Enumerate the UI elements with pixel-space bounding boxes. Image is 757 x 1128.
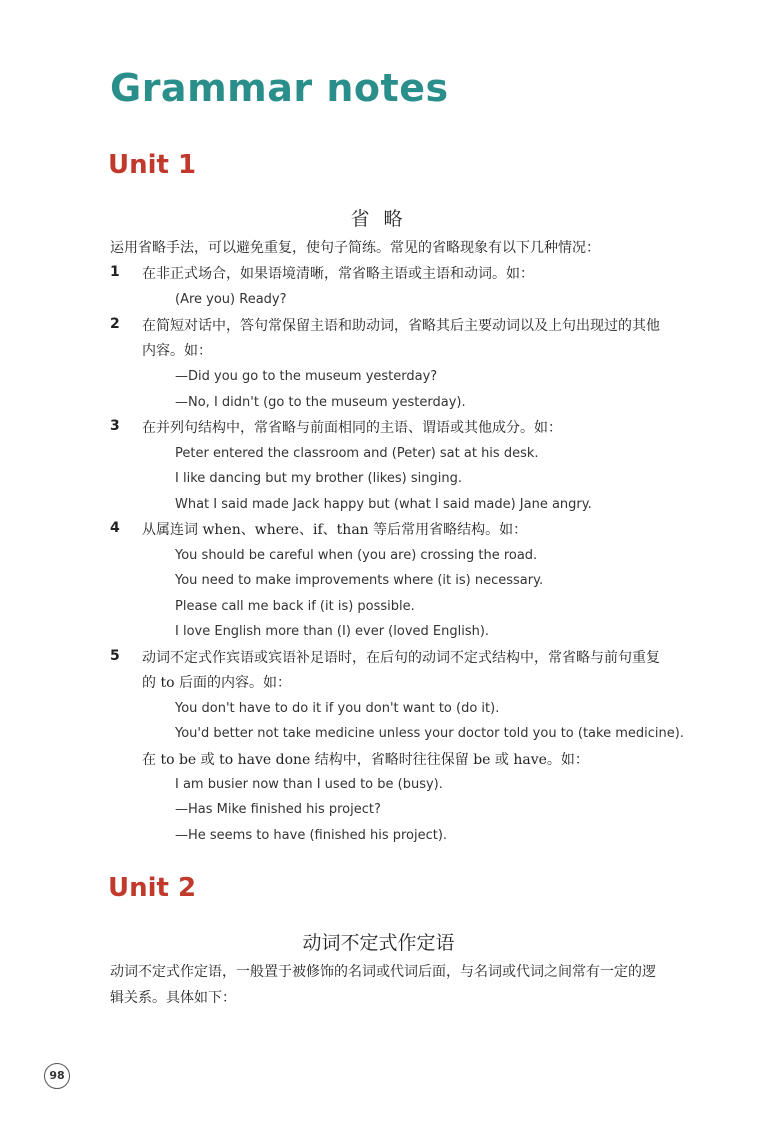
example-sentence: You need to make improvements where (it is) necessary. bbox=[175, 573, 544, 588]
example-sentence: You should be careful when (you are) crossing the road. bbox=[175, 548, 538, 563]
section-title-infinitive: 动词不定式作定语 bbox=[302, 932, 455, 954]
example-sentence: I love English more than (I) ever (loved English). bbox=[175, 624, 490, 639]
item-text-continued: 内容。如： bbox=[142, 343, 212, 359]
item-text: 从属连词 when、where、if、than 等后常用省略结构。如： bbox=[142, 522, 528, 538]
item-number: 1 bbox=[110, 264, 120, 280]
example-sentence: You don't have to do it if you don't want to (do it). bbox=[175, 701, 500, 716]
example-sentence: —Has Mike finished his project? bbox=[175, 802, 381, 817]
item-text-continued: 的 to 后面的内容。如： bbox=[142, 675, 291, 691]
item-text: 在非正式场合，如果语境清晰，常省略主语或主语和动词。如： bbox=[142, 266, 534, 282]
item-number: 4 bbox=[110, 520, 120, 536]
example-sentence: Peter entered the classroom and (Peter) sat at his desk. bbox=[175, 446, 539, 461]
example-sentence: You'd better not take medicine unless your doctor told you to (take medicine). bbox=[175, 726, 684, 741]
item-note: 在 to be 或 to have done 结构中，省略时往往保留 be 或 have。如： bbox=[142, 752, 589, 768]
item-text: 在简短对话中，答句常保留主语和助动词，省略其后主要动词以及上句出现过的其他 bbox=[142, 318, 660, 334]
example-sentence: —No, I didn't (go to the museum yesterday). bbox=[175, 395, 466, 410]
example-sentence: —He seems to have (finished his project). bbox=[175, 828, 448, 843]
example-sentence: Please call me back if (it is) possible. bbox=[175, 599, 415, 614]
unit-2-intro-continued: 辑关系。具体如下： bbox=[110, 990, 236, 1006]
example-sentence: I like dancing but my brother (likes) singing. bbox=[175, 471, 462, 486]
unit-1-intro: 运用省略手法，可以避免重复，使句子简练。常见的省略现象有以下几种情况： bbox=[110, 240, 600, 256]
unit-1-heading: Unit 1 bbox=[108, 150, 197, 180]
unit-2-intro: 动词不定式作定语，一般置于被修饰的名词或代词后面，与名词或代词之间常有一定的逻 bbox=[110, 964, 656, 980]
example-sentence: What I said made Jack happy but (what I said made) Jane angry. bbox=[175, 497, 592, 512]
item-number: 5 bbox=[110, 648, 120, 664]
item-text: 在并列句结构中，常省略与前面相同的主语、谓语或其他成分。如： bbox=[142, 420, 562, 436]
item-number: 3 bbox=[110, 418, 120, 434]
example-sentence: (Are you) Ready? bbox=[175, 292, 287, 307]
section-title-ellipsis: 省 略 bbox=[350, 208, 407, 230]
example-sentence: I am busier now than I used to be (busy). bbox=[175, 777, 443, 792]
unit-2-heading: Unit 2 bbox=[108, 873, 197, 903]
page-number: 98 bbox=[44, 1063, 70, 1089]
item-number: 2 bbox=[110, 316, 120, 332]
page-title: Grammar notes bbox=[110, 66, 449, 110]
example-sentence: —Did you go to the museum yesterday? bbox=[175, 369, 438, 384]
item-text: 动词不定式作宾语或宾语补足语时，在后句的动词不定式结构中，常省略与前句重复 bbox=[142, 650, 660, 666]
